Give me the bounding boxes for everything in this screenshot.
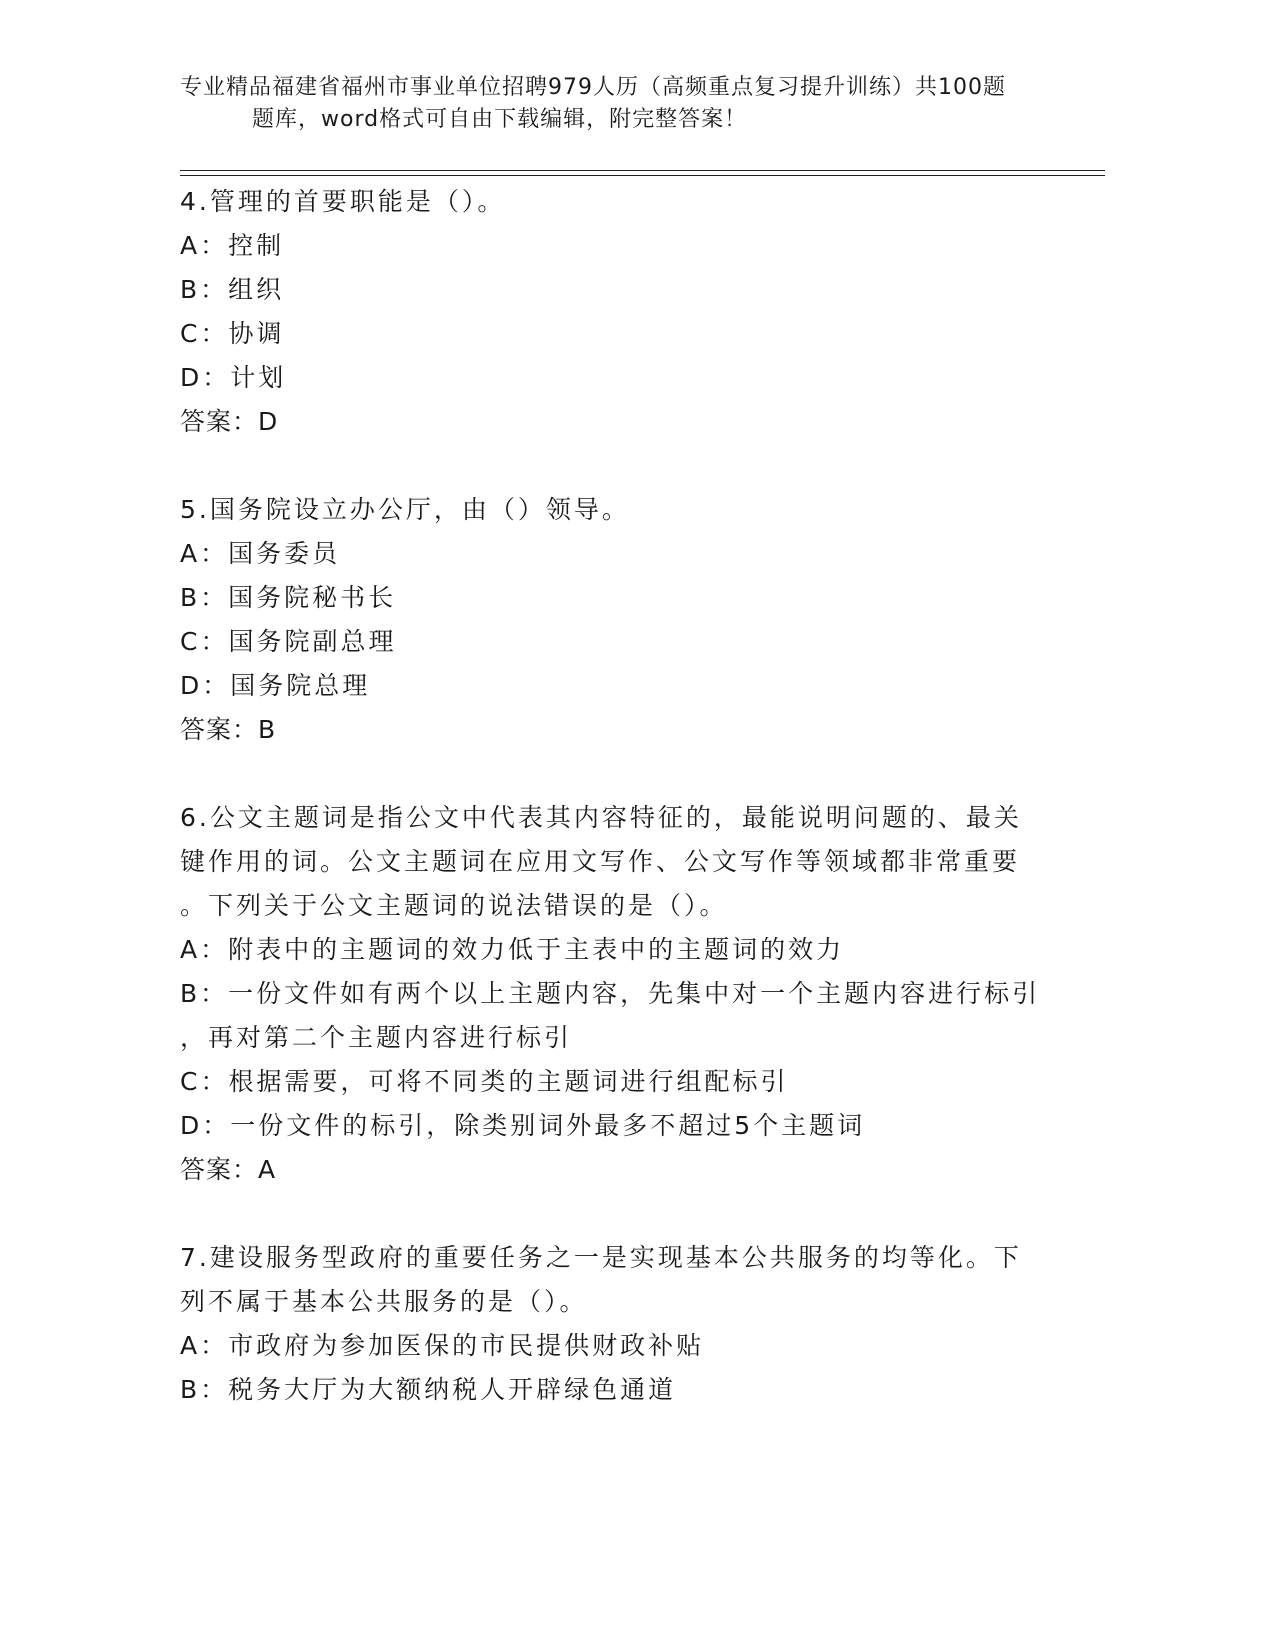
question-4 (180, 180, 1050, 444)
question-5 (180, 488, 1050, 752)
document-header (180, 72, 1080, 136)
option-b: B：一份文件如有两个以上主题内容，先集中对一个主题内容进行标引 (180, 979, 1041, 1008)
question-stem-line-2: 列不属于基本公共服务的是（）。 (180, 1287, 588, 1316)
header-line-2: 题库，word格式可自由下载编辑，附完整答案！ (252, 107, 748, 132)
answer: 答案：D (180, 407, 279, 436)
answer: 答案：A (180, 1155, 277, 1184)
option-a: A：控制 (180, 231, 285, 260)
option-d: D：国务院总理 (180, 671, 371, 700)
option-d: D：一份文件的标引，除类别词外最多不超过5个主题词 (180, 1111, 866, 1140)
question-stem-line-2: 键作用的词。公文主题词在应用文写作、公文写作等领域都非常重要 (180, 847, 1021, 876)
question-6 (180, 796, 1050, 1192)
option-c: C：根据需要，可将不同类的主题词进行组配标引 (180, 1067, 789, 1096)
option-b-continued: ，再对第二个主题内容进行标引 (180, 1023, 573, 1052)
question-stem: 4.管理的首要职能是（）。 (180, 187, 506, 216)
option-b: B：税务大厅为大额纳税人开辟绿色通道 (180, 1375, 677, 1404)
answer: 答案：B (180, 715, 277, 744)
option-a: A：国务委员 (180, 539, 341, 568)
question-stem-line-1: 7.建设服务型政府的重要任务之一是实现基本公共服务的均等化。下 (180, 1243, 1022, 1272)
option-a: A：市政府为参加医保的市民提供财政补贴 (180, 1331, 705, 1360)
option-c: C：协调 (180, 319, 285, 348)
question-stem: 5.国务院设立办公厅，由（）领导。 (180, 495, 630, 524)
header-rule-bottom (180, 175, 1105, 176)
question-stem-line-3: 。下列关于公文主题词的说法错误的是（）。 (180, 891, 728, 920)
question-list (180, 180, 1050, 1456)
question-stem-line-1: 6.公文主题词是指公文中代表其内容特征的，最能说明问题的、最关 (180, 803, 1022, 832)
header-line-1: 专业精品福建省福州市事业单位招聘979人历（高频重点复习提升训练）共100题 (180, 75, 1006, 100)
option-b: B：组织 (180, 275, 285, 304)
question-7 (180, 1236, 1050, 1412)
option-a: A：附表中的主题词的效力低于主表中的主题词的效力 (180, 935, 845, 964)
header-rule-top (180, 170, 1105, 171)
option-d: D：计划 (180, 363, 287, 392)
option-c: C：国务院副总理 (180, 627, 397, 656)
option-b: B：国务院秘书长 (180, 583, 397, 612)
